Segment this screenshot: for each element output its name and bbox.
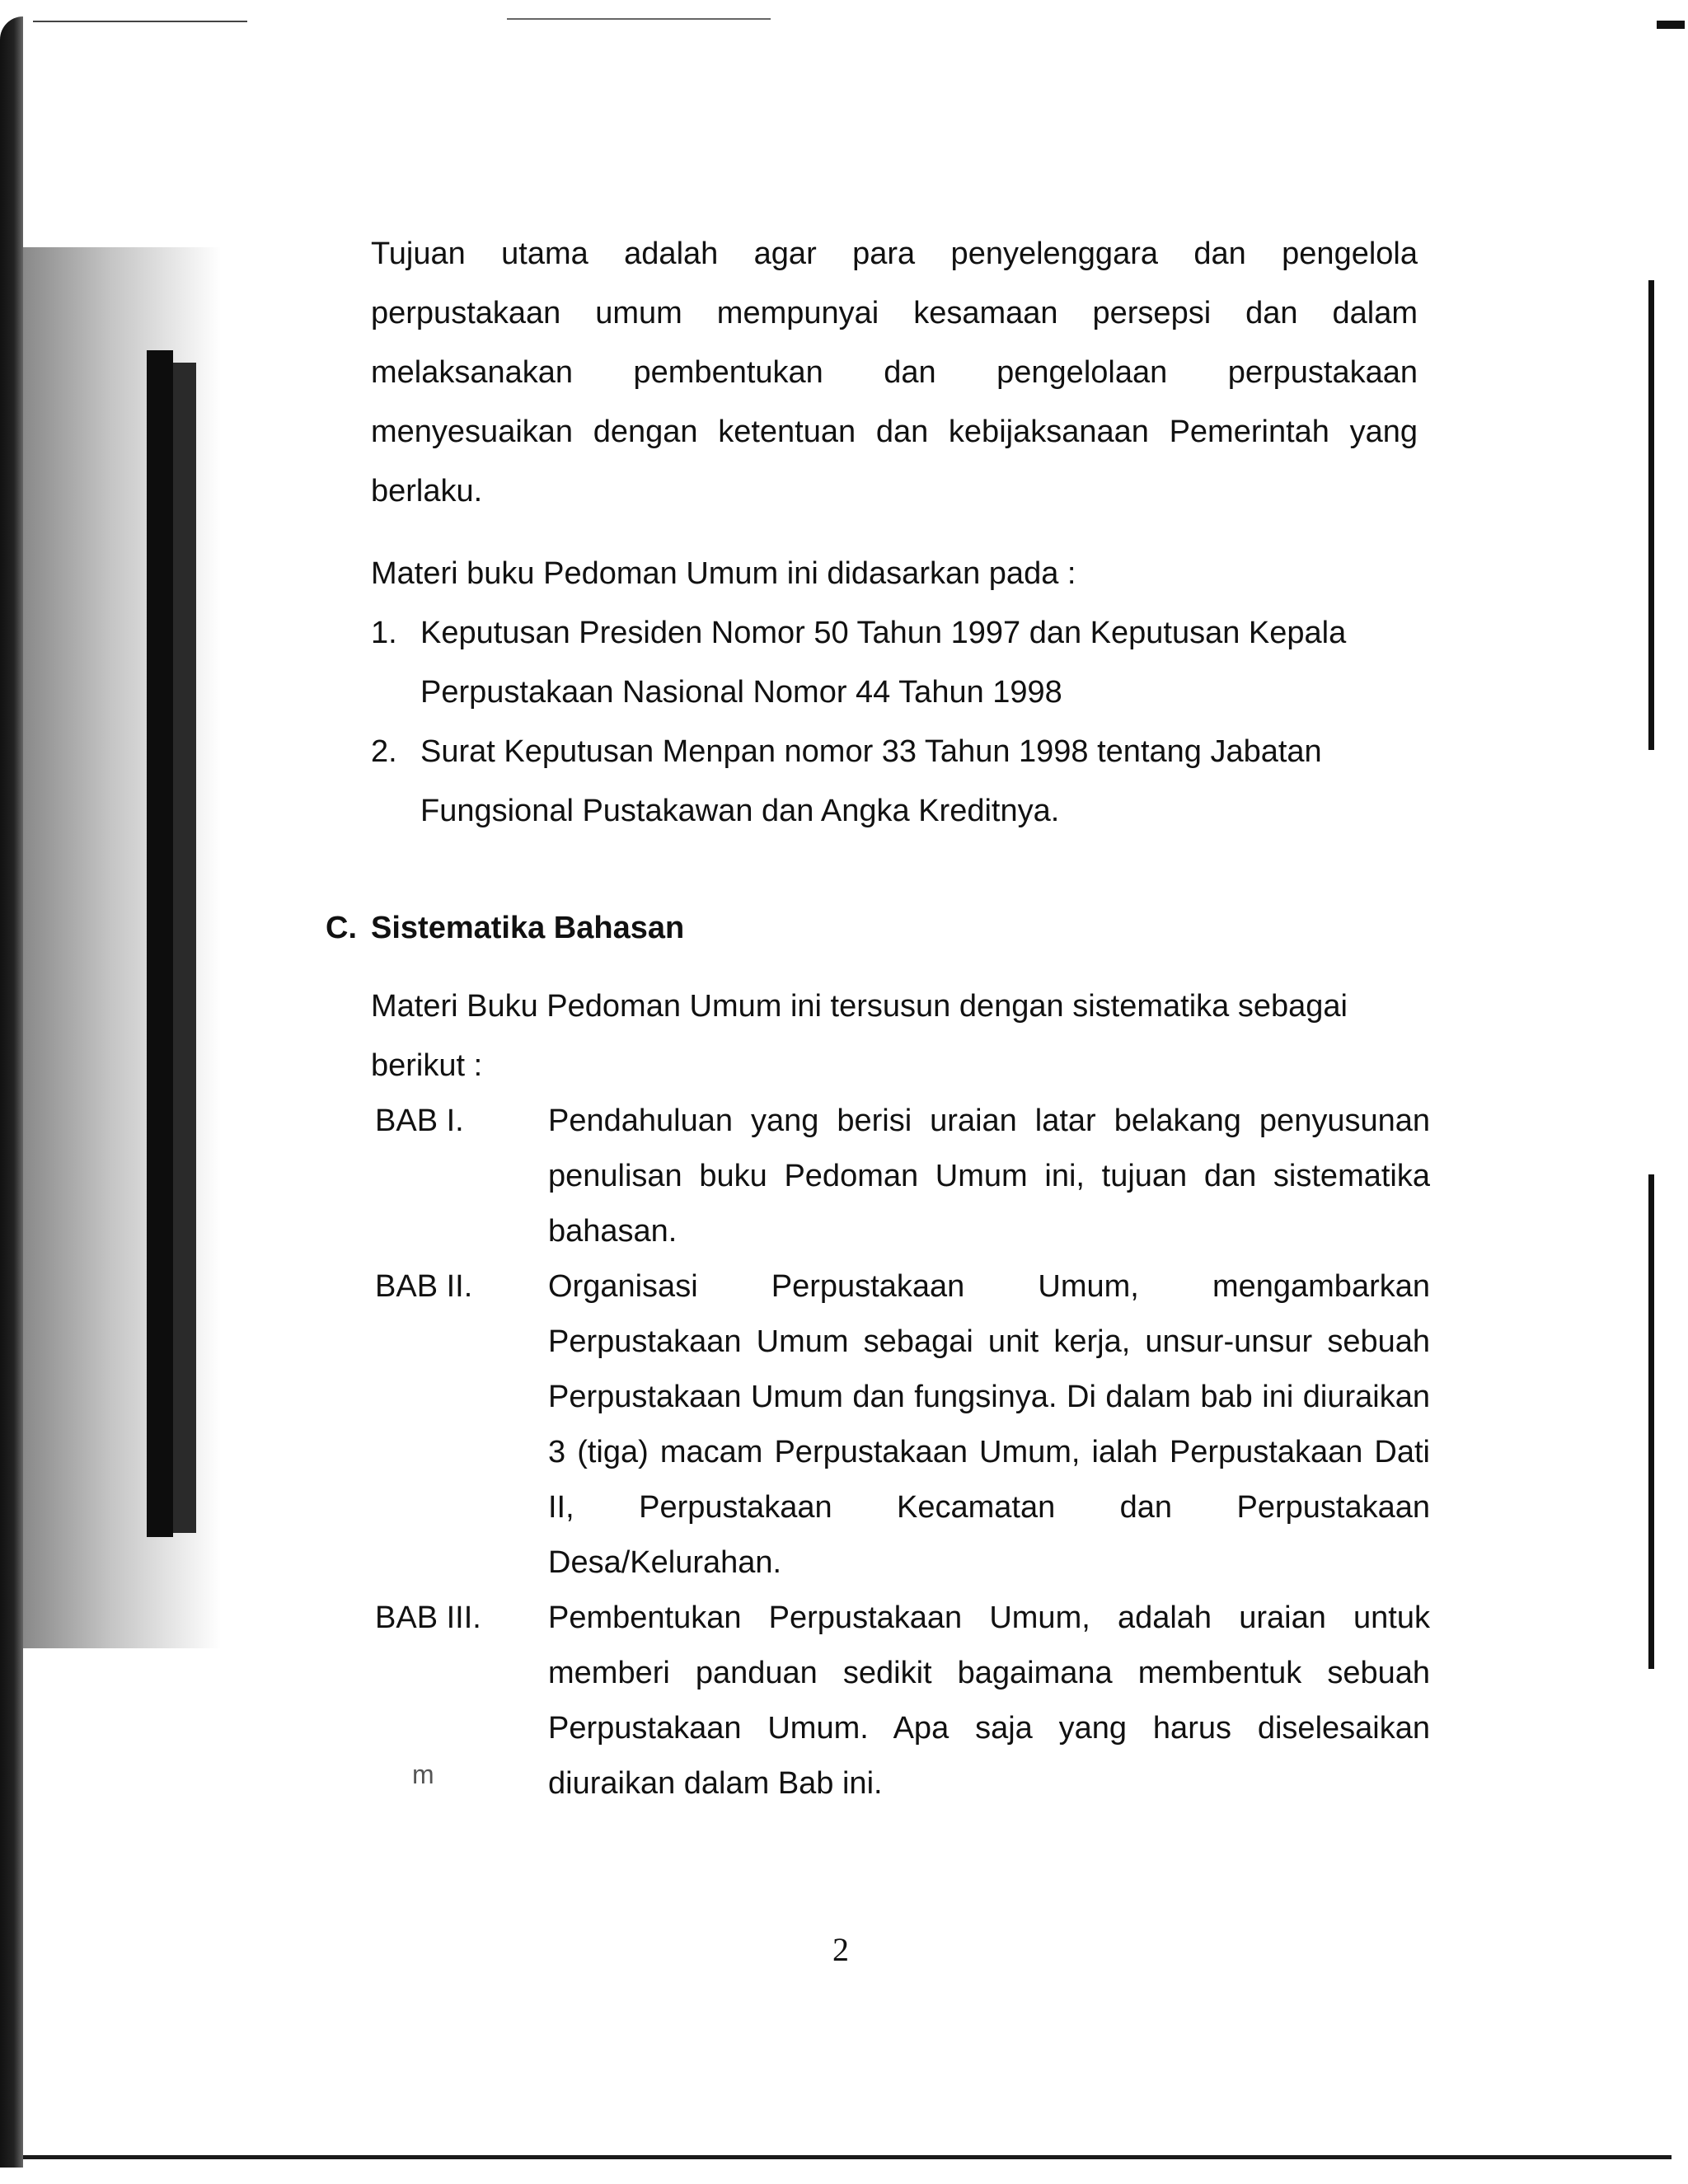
- section-letter: C.: [326, 911, 357, 945]
- list-item-text: Surat Keputusan Menpan nomor 33 Tahun 1998 tentang Jabatan Fungsional Pustakawan dan Angka Kreditnya.: [420, 734, 1322, 828]
- paragraph-basis: Materi buku Pedoman Umum ini didasarkan pada :: [371, 556, 1076, 591]
- list-item-number: 2.: [371, 734, 397, 769]
- page-number: 2: [832, 1931, 849, 1968]
- stray-mark: m: [412, 1760, 434, 1789]
- scan-binding-shadow-inner: [173, 363, 196, 1533]
- bab-description: Pembentukan Perpustakaan Umum, adalah uraian untuk memberi panduan sedikit bagaimana membentuk sebuah Perpustakaan Umum. Apa saja yang harus diselesaikan diuraikan dalam Bab ini.: [548, 1601, 1430, 1801]
- section-heading: [326, 898, 684, 958]
- list-item-text: Keputusan Presiden Nomor 50 Tahun 1997 dan Keputusan Kepala Perpustakaan Nasional Nomor 44 Tahun 1998: [420, 616, 1347, 710]
- bab-description: Organisasi Perpustakaan Umum, mengambarkan Perpustakaan Umum sebagai unit kerja, unsur-unsur sebuah Perpustakaan Umum dan fungsinya. Di dalam bab ini diuraikan 3 (tiga) macam Perpustakaan Umum, ialah Perpustakaan Dati II, Perpustakaan Kecamatan dan Perpustakaan Desa/Kelurahan.: [548, 1269, 1430, 1580]
- bab-label: BAB I.: [375, 1104, 464, 1138]
- scan-line-top-2: [507, 18, 771, 20]
- bab-description: Pendahuluan yang berisi uraian latar belakang penyusunan penulisan buku Pedoman Umum ini, tujuan dan sistematika bahasan.: [548, 1104, 1430, 1249]
- scan-line-bottom: [23, 2155, 1672, 2159]
- scan-line-top: [33, 21, 247, 22]
- list-item-number: 1.: [371, 616, 397, 650]
- scan-mark-corner: [1657, 21, 1685, 29]
- bab-label: BAB II.: [375, 1269, 473, 1304]
- scan-mark-right-1: [1648, 280, 1654, 750]
- paragraph-purpose: Tujuan utama adalah agar para penyelenggara dan pengelola perpustakaan umum mempunyai kesamaan persepsi dan dalam melaksanakan pembentukan dan pengelolaan perpustakaan menyesuaikan dengan ketentuan dan kebijaksanaan Pemerintah yang berlaku.: [371, 237, 1418, 509]
- scan-edge-left: [0, 16, 23, 2168]
- paragraph-structure: Materi Buku Pedoman Umum ini tersusun dengan sistematika sebagai berikut :: [371, 989, 1348, 1083]
- scan-mark-right-2: [1648, 1174, 1654, 1669]
- bab-label: BAB III.: [375, 1601, 481, 1635]
- section-title: Sistematika Bahasan: [371, 911, 685, 945]
- scan-binding-shadow: [147, 350, 173, 1537]
